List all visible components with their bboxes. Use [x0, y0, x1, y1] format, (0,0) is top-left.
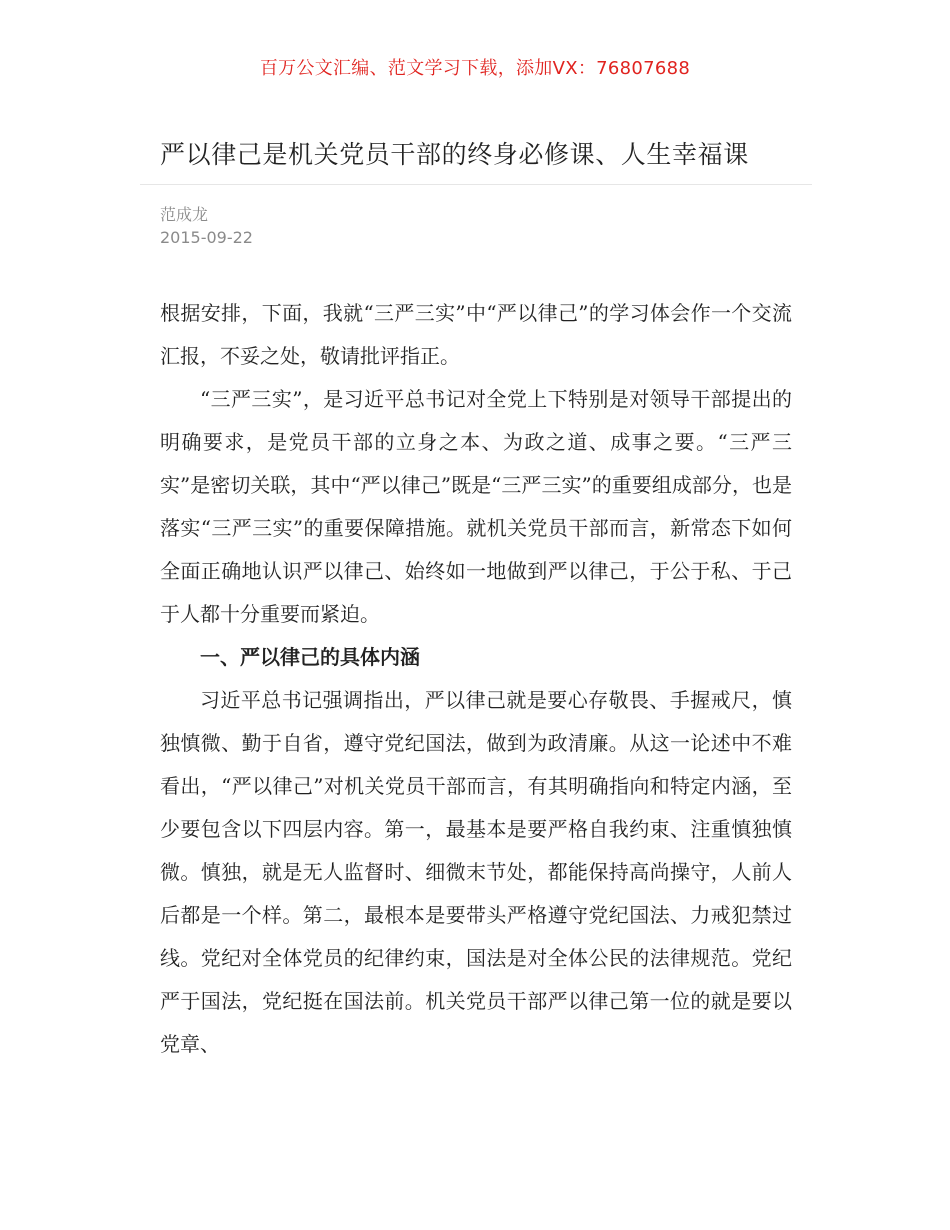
- paragraph-intro: 根据安排，下面，我就“三严三实”中“严以律己”的学习体会作一个交流汇报，不妥之处，敬请批评指正。: [160, 301, 792, 368]
- watermark-banner: 百万公文汇编、范文学习下载，添加VX：76807688: [259, 58, 691, 79]
- paragraph: “三严三实”，是习近平总书记对全党上下特别是对领导干部提出的明确要求，是党员干部的立身之本、为政之道、成事之要。“三严三实”是密切关联，其中“严以律己”既是“三严三实”的重要组成部分，也是落实“三严三实”的重要保障措施。就机关党员干部而言，新常态下如何全面正确地认识严以律己、始终如一地做到严以律己，于公于私、于己于人都十分重要而紧迫。: [160, 387, 792, 626]
- article-body: [160, 292, 792, 1066]
- title-divider: [140, 184, 812, 185]
- article-title: 严以律己是机关党员干部的终身必修课、人生幸福课: [160, 140, 749, 169]
- section-heading: 一、严以律己的具体内涵: [200, 645, 420, 669]
- article-date: 2015-09-22: [160, 228, 253, 247]
- article-author: 范成龙: [160, 205, 209, 224]
- paragraph: 习近平总书记强调指出，严以律己就是要心存敬畏、手握戒尺，慎独慎微、勤于自省，遵守党纪国法，做到为政清廉。从这一论述中不难看出，“严以律己”对机关党员干部而言，有其明确指向和特定内涵，至少要包含以下四层内容。第一，最基本是要严格自我约束、注重慎独慎微。慎独，就是无人监督时、细微末节处，都能保持高尚操守，人前人后都是一个样。第二，最根本是要带头严格遵守党纪国法、力戒犯禁过线。党纪对全体党员的纪律约束，国法是对全体公民的法律规范。党纪严于国法，党纪挺在国法前。机关党员干部严以律己第一位的就是要以党章、: [160, 688, 792, 1056]
